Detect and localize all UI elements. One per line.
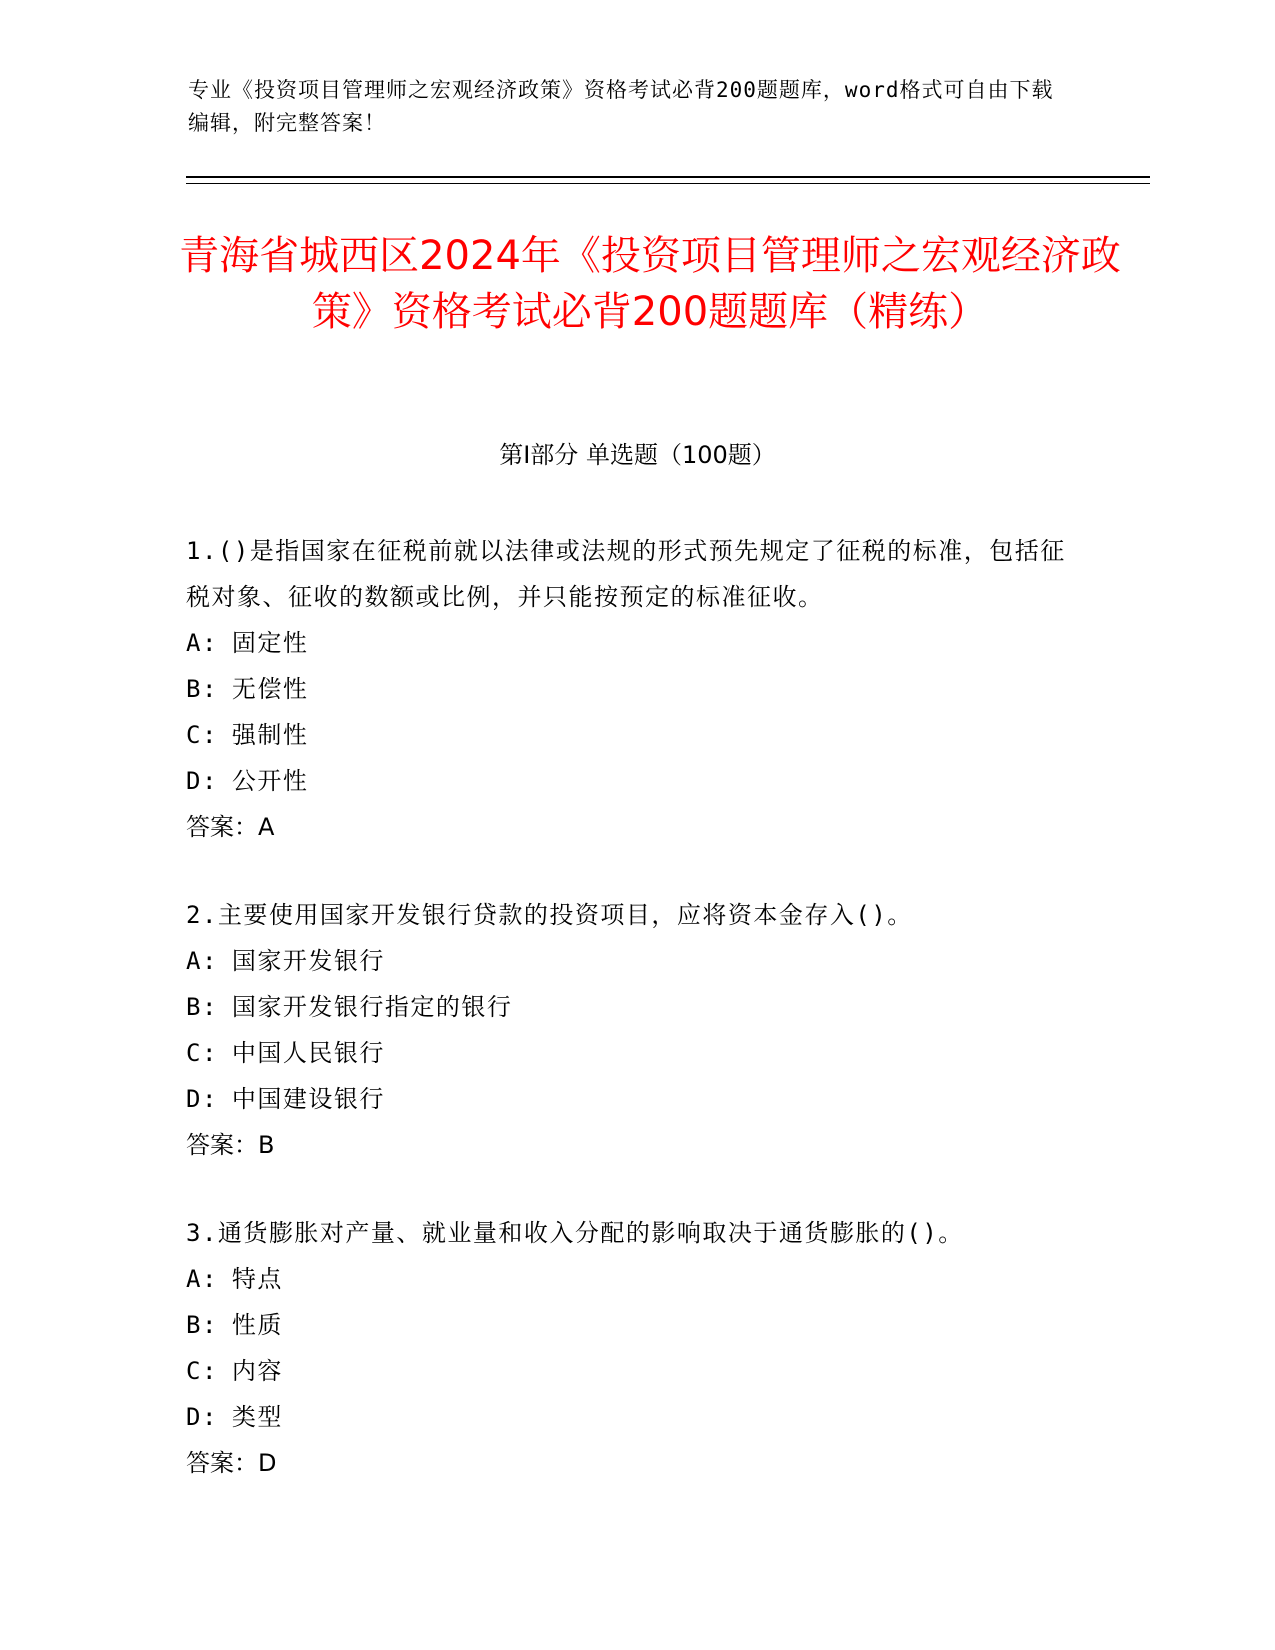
- question-list: [186, 528, 1066, 1528]
- answer-label: 答案：: [186, 813, 258, 841]
- header-note: 专业《投资项目管理师之宏观经济政策》资格考试必背200题题库，word格式可自由下载编辑，附完整答案！: [188, 78, 1054, 135]
- option-key: A:: [186, 1265, 218, 1293]
- answer-line: [186, 1122, 1066, 1168]
- option-text: 特点: [231, 1265, 283, 1293]
- option-d: [186, 758, 1066, 804]
- question-stem: 2.主要使用国家开发银行贷款的投资项目，应将资本金存入()。: [186, 901, 913, 929]
- header-rule-thick: [186, 176, 1150, 178]
- question-1: [186, 528, 1066, 850]
- option-text: 国家开发银行指定的银行: [231, 993, 513, 1021]
- option-a: [186, 1256, 1066, 1302]
- answer-value: B: [258, 1131, 275, 1159]
- option-key: C:: [186, 721, 218, 749]
- option-b: [186, 666, 1066, 712]
- question-stem: 1.()是指国家在征税前就以法律或法规的形式预先规定了征税的标准，包括征税对象、征收的数额或比例，并只能按预定的标准征收。: [186, 537, 1066, 611]
- section-heading: 第Ⅰ部分 单选题（100题）: [499, 441, 776, 469]
- option-text: 固定性: [231, 629, 309, 657]
- option-b: [186, 1302, 1066, 1348]
- option-key: B:: [186, 1311, 218, 1339]
- question-2: [186, 892, 1066, 1168]
- option-c: [186, 1348, 1066, 1394]
- option-key: C:: [186, 1039, 218, 1067]
- option-key: D:: [186, 767, 218, 795]
- answer-value: D: [258, 1449, 277, 1477]
- option-key: B:: [186, 993, 218, 1021]
- option-text: 无偿性: [231, 675, 309, 703]
- option-key: D:: [186, 1085, 218, 1113]
- option-text: 类型: [231, 1403, 283, 1431]
- option-text: 中国人民银行: [231, 1039, 385, 1067]
- option-b: [186, 984, 1066, 1030]
- answer-value: A: [258, 813, 275, 841]
- option-text: 内容: [231, 1357, 283, 1385]
- option-d: [186, 1394, 1066, 1440]
- option-a: [186, 938, 1066, 984]
- option-c: [186, 1030, 1066, 1076]
- question-3: [186, 1210, 1066, 1486]
- answer-label: 答案：: [186, 1449, 258, 1477]
- option-text: 强制性: [231, 721, 309, 749]
- option-c: [186, 712, 1066, 758]
- option-text: 性质: [231, 1311, 283, 1339]
- option-a: [186, 620, 1066, 666]
- option-key: A:: [186, 629, 218, 657]
- option-text: 中国建设银行: [231, 1085, 385, 1113]
- option-key: D:: [186, 1403, 218, 1431]
- option-d: [186, 1076, 1066, 1122]
- header-rule-thin: [186, 183, 1150, 184]
- option-text: 公开性: [231, 767, 309, 795]
- answer-line: [186, 804, 1066, 850]
- option-text: 国家开发银行: [231, 947, 385, 975]
- option-key: C:: [186, 1357, 218, 1385]
- question-stem: 3.通货膨胀对产量、就业量和收入分配的影响取决于通货膨胀的()。: [186, 1219, 964, 1247]
- option-key: B:: [186, 675, 218, 703]
- option-key: A:: [186, 947, 218, 975]
- answer-label: 答案：: [186, 1131, 258, 1159]
- document-title: 青海省城西区2024年《投资项目管理师之宏观经济政策》资格考试必背200题题库（精练）: [179, 233, 1121, 335]
- answer-line: [186, 1440, 1066, 1486]
